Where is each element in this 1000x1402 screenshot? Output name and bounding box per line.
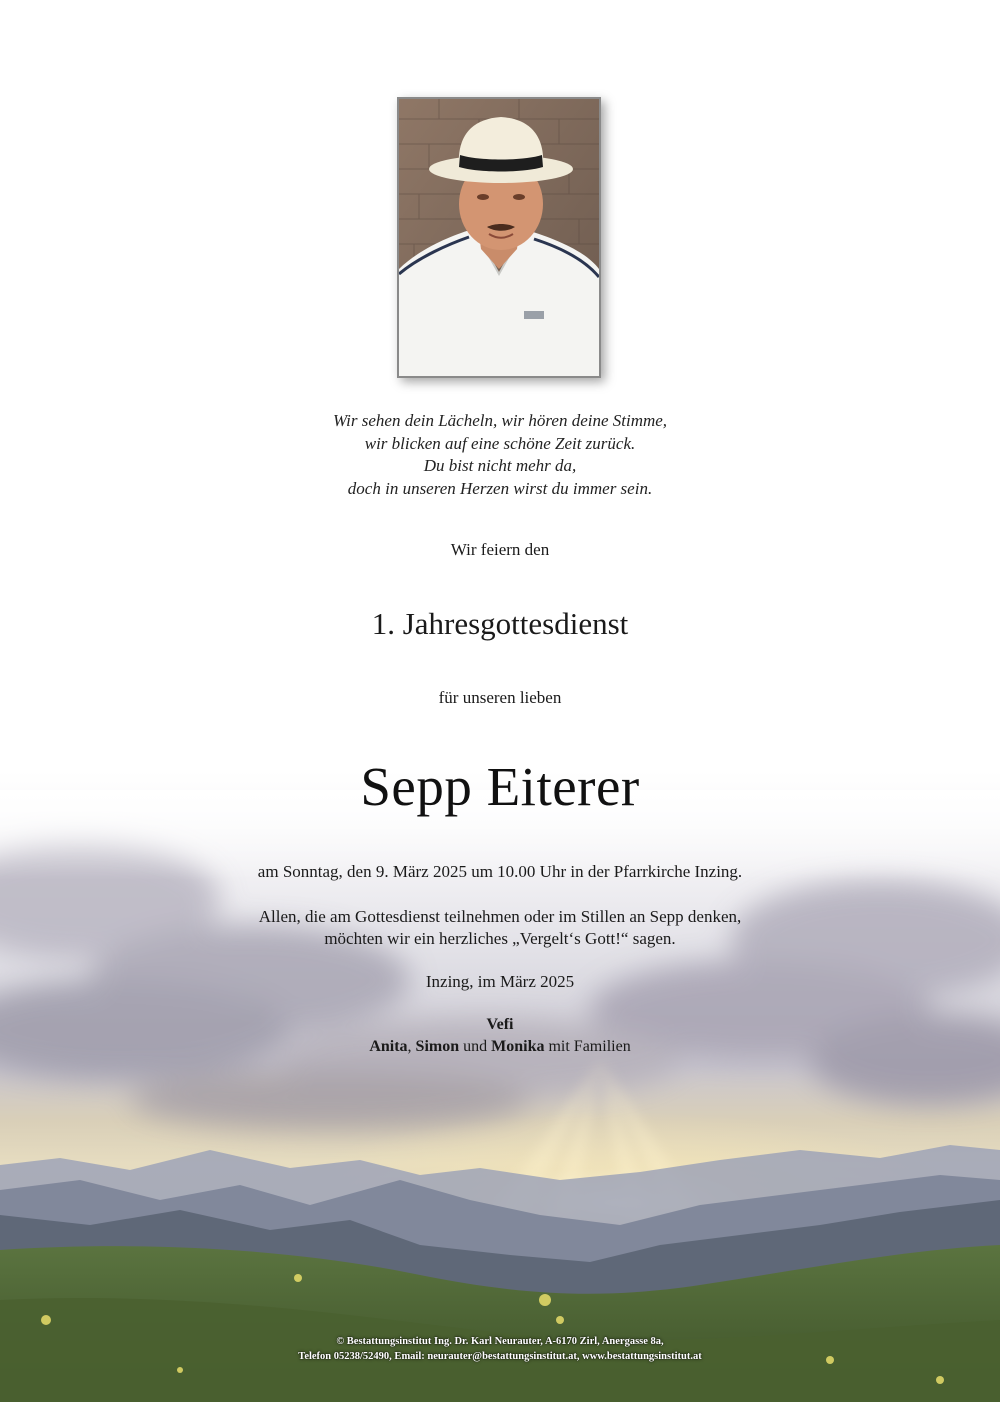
service-date-location: am Sonntag, den 9. März 2025 um 10.00 Uhr in der Pfarrkirche Inzing.: [257, 862, 743, 881]
deceased-name: Sepp Eiterer: [360, 756, 640, 817]
dedication-text: für unseren lieben: [438, 688, 562, 707]
memorial-poem: [0, 410, 1000, 500]
signer-name: Simon: [415, 1038, 460, 1055]
signer-name: Monika: [491, 1038, 545, 1055]
signer-separator: ,: [407, 1038, 416, 1055]
poem-line: Wir sehen dein Lächeln, wir hören deine Stimme,: [332, 411, 668, 430]
funeral-home-footer: [0, 1334, 1000, 1364]
footer-line: © Bestattungsinstitut Ing. Dr. Karl Neurauter, A-6170 Zirl, Anergasse 8a,: [336, 1336, 664, 1347]
portrait-photo: [397, 97, 601, 378]
signer-suffix: mit Familien: [544, 1038, 631, 1055]
poem-line: wir blicken auf eine schöne Zeit zurück.: [364, 433, 636, 453]
thanks-line: Allen, die am Gottesdienst teilnehmen oder im Stillen an Sepp denken,: [258, 907, 742, 926]
place-date: Inzing, im März 2025: [425, 972, 575, 991]
signer-name: Vefi: [486, 1016, 514, 1033]
signer-name: Anita: [369, 1038, 408, 1055]
service-title: 1. Jahresgottesdienst: [371, 606, 629, 641]
signers: [0, 1014, 1000, 1058]
poem-line: Du bist nicht mehr da,: [423, 456, 577, 475]
signer-separator: und: [459, 1038, 492, 1055]
poem-line: doch in unseren Herzen wirst du immer sein.: [347, 478, 653, 498]
thanks-line: möchten wir ein herzliches „Vergelt‘s Gott!“ sagen.: [324, 929, 676, 948]
intro-text: Wir feiern den: [450, 540, 550, 559]
thanks-text: [0, 906, 1000, 950]
footer-line: Telefon 05238/52490, Email: neurauter@bestattungsinstitut.at, www.bestattungsinstitut.at: [298, 1351, 702, 1362]
portrait-photo-icon: [399, 99, 599, 376]
